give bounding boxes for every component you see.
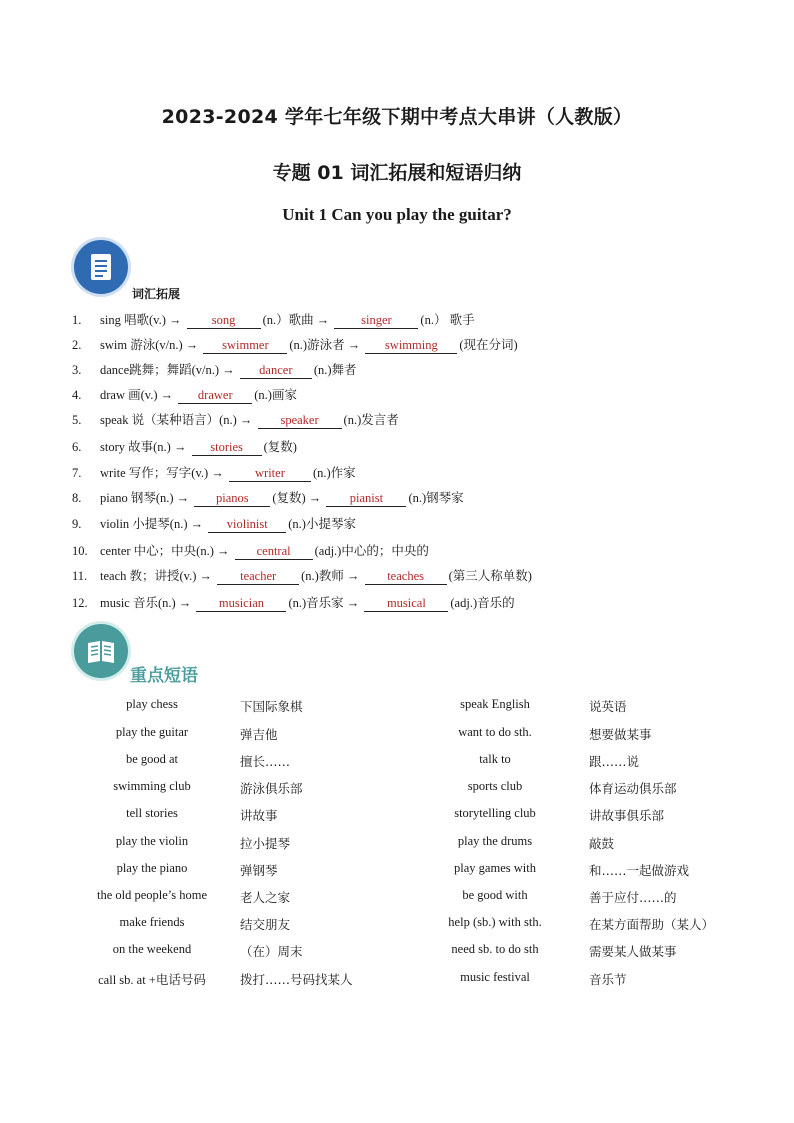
document-icon [74,240,128,294]
vocab-text: center 中心；中央(n.) → [100,544,233,558]
vocab-text: dance跳舞；舞蹈(v/n.) → [100,363,238,377]
vocab-item [72,488,464,508]
phrase-english: music festival [460,970,530,984]
vocab-item-number: 7. [72,466,82,480]
phrase-english: be good with [462,888,528,902]
answer-blank: dancer [240,363,312,379]
phrase-english: tell stories [126,806,178,820]
phrase-english: play games with [454,861,536,875]
phrase-chinese: 讲故事俱乐部 [589,808,665,823]
vocab-text: swim 游泳(v/n.) → [100,338,202,352]
phrase-english: play the piano [116,861,188,875]
phrase-english: need sb. to do sth [451,942,539,956]
answer-blank: teaches [365,569,447,585]
vocab-text: (adj.)音乐的 [450,596,515,610]
vocab-text: (n.)舞者 [313,363,357,377]
vocab-item [72,566,532,586]
vocab-text: (n.)钢琴家 [408,491,464,505]
vocab-item [72,437,297,457]
phrase-chinese: 在某方面帮助（某人） [589,917,715,932]
answer-blank: swimming [365,338,457,354]
vocab-text: (n.)发言者 [343,413,399,427]
phrase-chinese: 擅长…… [240,754,291,769]
vocab-text: (n.)画家 [254,388,297,402]
phrase-english: on the weekend [112,942,192,956]
vocab-item [72,514,356,534]
vocab-item-number: 9. [72,517,82,531]
phrase-chinese: （在）周末 [240,944,303,959]
phrase-chinese: 下国际象棋 [240,699,303,714]
phrase-english: the old people’s home [96,888,208,902]
phrase-chinese: 跟……说 [589,754,640,769]
phrase-chinese: 弹吉他 [240,727,278,742]
phrase-english: storytelling club [454,806,536,820]
phrase-chinese: 想要做某事 [589,727,652,742]
phrase-chinese: 拉小提琴 [240,836,291,851]
vocab-text: (n.)游泳者 → [289,338,364,352]
vocab-item-number: 8. [72,491,82,505]
vocab-text: (n.)音乐家 → [288,596,363,610]
phrase-chinese: 老人之家 [240,890,291,905]
vocab-text: (复数) [263,440,297,454]
phrase-chinese: 和……一起做游戏 [589,863,690,878]
vocab-text: (现在分词) [459,338,518,352]
answer-blank: musical [364,596,448,612]
vocab-text: music 音乐(n.) → [100,596,195,610]
answer-blank: swimmer [203,338,287,354]
phrase-english: be good at [125,752,179,766]
vocab-item-number: 11. [72,569,88,583]
phrase-chinese: 说英语 [589,699,627,714]
vocab-item-number: 1. [72,313,82,327]
phrase-chinese: 需要某人做某事 [589,944,677,959]
phrase-english: play the drums [457,834,533,848]
answer-blank: violinist [208,517,286,533]
phrase-chinese: 弹钢琴 [240,863,278,878]
phrase-english: sports club [467,779,523,793]
phrases-section-label: 重点短语 [130,666,198,686]
vocab-item-number: 4. [72,388,82,402]
vocab-item [72,593,515,613]
vocab-text: story 故事(n.) → [100,440,190,454]
vocab-text: sing 唱歌(v.) → [100,313,185,327]
phrase-chinese: 敲鼓 [589,836,615,851]
vocab-item [72,385,297,405]
phrase-english: speak English [460,697,530,711]
answer-blank: stories [192,440,262,456]
phrase-english: play chess [126,697,178,711]
vocab-item [72,360,357,380]
answer-blank: speaker [258,413,342,429]
phrase-chinese: 体育运动俱乐部 [589,781,677,796]
answer-blank: writer [229,466,311,482]
vocab-text: violin 小提琴(n.) → [100,517,207,531]
vocab-text: (n.)作家 [312,466,356,480]
page-title: 2023-2024 学年七年级下期中考点大串讲（人教版） [161,106,633,128]
vocab-text: draw 画(v.) → [100,388,177,402]
vocab-text: (复数) → [272,491,325,505]
topic-title: 专题 01 词汇拓展和短语归纳 [272,162,522,184]
phrase-chinese: 善于应付……的 [589,890,677,905]
vocab-item-number: 12. [72,596,88,610]
phrase-english: play the guitar [115,725,189,739]
phrase-chinese: 结交朋友 [240,917,291,932]
answer-blank: song [187,313,261,329]
unit-title: Unit 1 Can you play the guitar? [282,205,512,224]
vocab-item-number: 5. [72,413,82,427]
vocab-text: (n.） 歌手 [420,313,475,327]
vocab-text: speak 说（某种语言）(n.) → [100,413,256,427]
vocab-item [72,410,399,430]
vocab-item-number: 3. [72,363,82,377]
phrase-chinese: 拨打……号码找某人 [240,972,353,987]
vocab-text: (n.)小提琴家 [288,517,356,531]
vocab-section-label: 词汇拓展 [132,287,181,301]
vocab-item-number: 6. [72,440,82,454]
vocab-text: teach 教；讲授(v.) → [100,569,216,583]
vocab-text: write 写作；写字(v.) → [100,466,227,480]
vocab-item [72,463,356,483]
answer-blank: pianos [194,491,270,507]
vocab-text: piano 钢琴(n.) → [100,491,193,505]
vocab-text: (n.)教师 → [301,569,363,583]
vocab-item-number: 2. [72,338,82,352]
vocab-item [72,541,429,561]
answer-blank: pianist [326,491,406,507]
phrase-english: call sb. at +电话号码 [98,973,206,987]
answer-blank: drawer [178,388,252,404]
phrase-english: help (sb.) with sth. [448,915,542,929]
vocab-item [72,335,518,355]
phrase-english: make friends [119,915,185,929]
vocab-text: (第三人称单数) [448,569,532,583]
answer-blank: musician [196,596,286,612]
phrase-chinese: 讲故事 [240,808,278,823]
phrase-english: swimming club [113,779,191,793]
vocab-text: (adj.)中心的；中央的 [314,544,429,558]
vocab-item-number: 10. [72,544,88,558]
phrase-chinese: 游泳俱乐部 [240,781,303,796]
phrase-english: talk to [479,752,511,766]
phrase-chinese: 音乐节 [589,972,627,987]
vocab-text: (n.）歌曲 → [262,313,333,327]
vocab-item [72,310,475,330]
answer-blank: central [235,544,313,560]
answer-blank: teacher [217,569,299,585]
phrase-english: play the violin [115,834,189,848]
answer-blank: singer [334,313,418,329]
phrase-english: want to do sth. [458,725,532,739]
open-book-icon [74,624,128,678]
